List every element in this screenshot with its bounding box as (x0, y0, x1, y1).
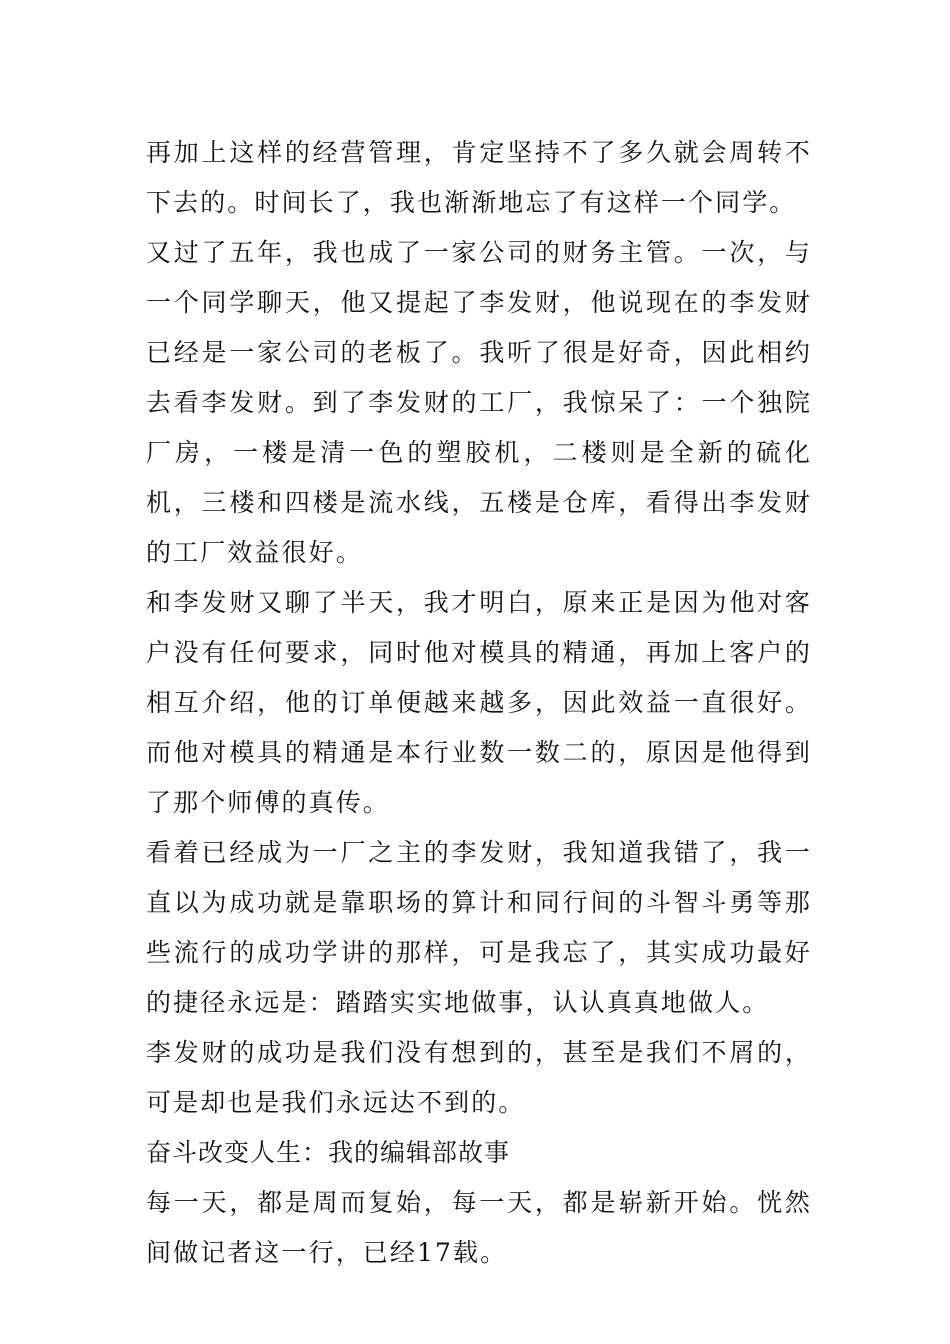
paragraph-2: 又过了五年，我也成了一家公司的财务主管。一次，与一个同学聊天，他又提起了李发财，他说现在的李发财已经是一家公司的老板了。我听了很是好奇，因此相约去看李发财。到了李发财的工厂，我惊呆了：一个独院厂房，一楼是清一色的塑胶机，二楼则是全新的硫化机，三楼和四楼是流水线，五楼是仓库，看得出李发财的工厂效益很好。 (146, 238, 812, 567)
section-paragraph-1: 每一天，都是周而复始，每一天，都是崭新开始。恍然间做记者这一行，已经17载。 (146, 1188, 812, 1267)
paragraph-5: 李发财的成功是我们没有想到的，甚至是我们不屑的，可是却也是我们永远达不到的。 (146, 1038, 812, 1117)
paragraph-4: 看着已经成为一厂之主的李发财，我知道我错了，我一直以为成功就是靠职场的算计和同行间的斗智斗勇等那些流行的成功学讲的那样，可是我忘了，其实成功最好的捷径永远是：踏踏实实地做事，认认真真地做人。 (146, 838, 812, 1017)
document-body (146, 128, 812, 1278)
paragraph-3: 和李发财又聊了半天，我才明白，原来正是因为他对客户没有任何要求，同时他对模具的精通，再加上客户的相互介绍，他的订单便越来越多，因此效益一直很好。而他对模具的精通是本行业数一数二的，原因是他得到了那个师傅的真传。 (146, 588, 812, 817)
paragraph-1: 再加上这样的经营管理，肯定坚持不了多久就会周转不下去的。时间长了，我也渐渐地忘了有这样一个同学。 (146, 138, 812, 217)
section-title: 奋斗改变人生：我的编辑部故事 (146, 1138, 511, 1167)
